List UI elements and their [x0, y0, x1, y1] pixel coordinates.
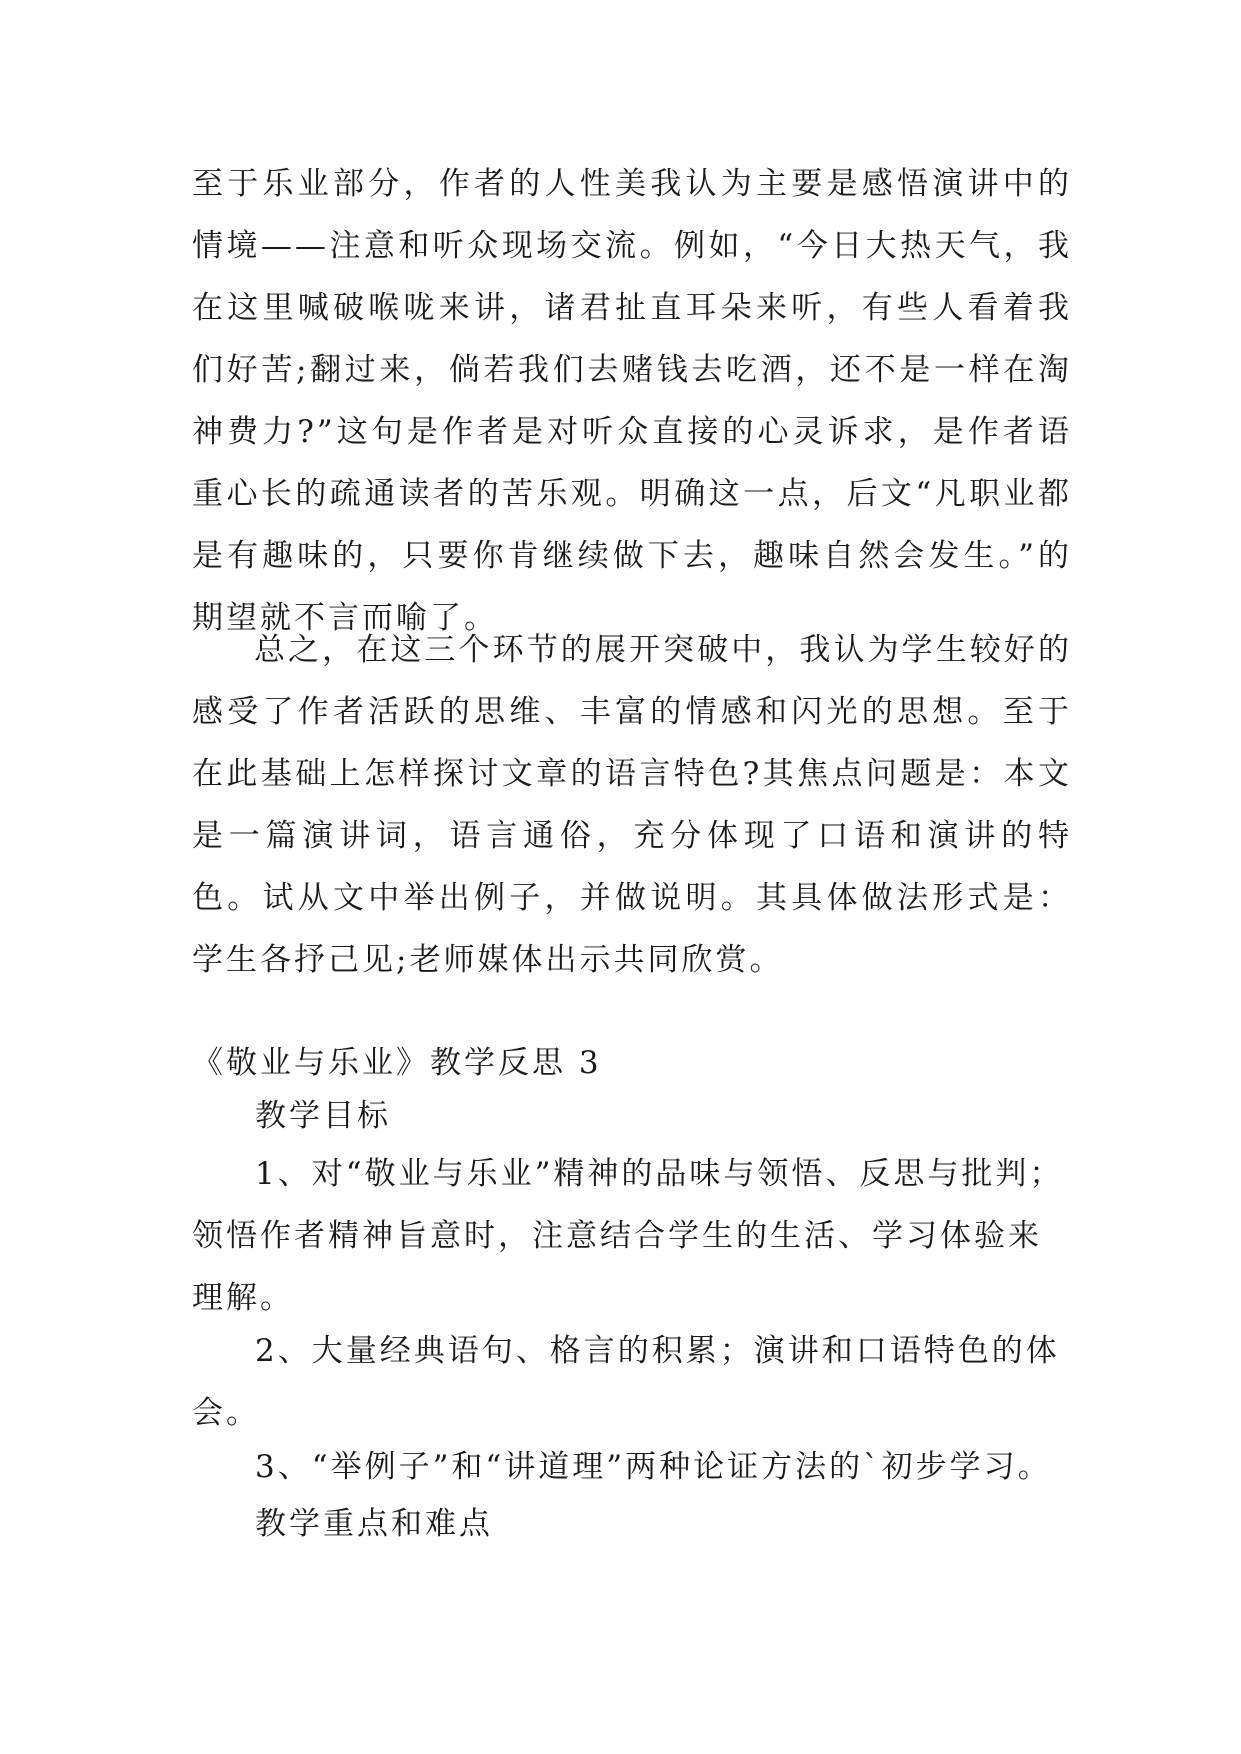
goal-item-2: 2、大量经典语句、格言的积累；演讲和口语特色的体会。 — [192, 1333, 1060, 1431]
goal-item-1: 1、对“敬业与乐业”精神的品味与领悟、反思与批判；领悟作者精神旨意时，注意结合学生的生活、学习体验来理解。 — [192, 1156, 1064, 1316]
body-paragraph-1: 至于乐业部分，作者的人性美我认为主要是感悟演讲中的情境——注意和听众现场交流。例如，“今日大热天气，我在这里喊破喉咙来讲，诸君扯直耳朵来听，有些人看着我们好苦;翻过来，倘若我们去赌钱去吃酒，还不是一样在淘神费力?”这句是作者是对听众直接的心灵诉求，是作者语重心长的疏通读者的苦乐观。明确这一点，后文“凡职业都是有趣味的，只要你肯继续做下去，趣味自然会发生。”的期望就不言而喻了。 — [192, 166, 1072, 636]
section-title: 《敬业与乐业》教学反思 3 — [192, 1045, 602, 1081]
goal-item-3: 3、“举例子”和“讲道理”两种论证方法的`初步学习。 — [255, 1449, 1052, 1485]
body-paragraph-2: 总之，在这三个环节的展开突破中，我认为学生较好的感受了作者活跃的思维、丰富的情感和闪光的思想。至于在此基础上怎样探讨文章的语言特色?其焦点问题是：本文是一篇演讲词，语言通俗，充分体现了口语和演讲的特色。试从文中举出例子，并做说明。其具体做法形式是：学生各抒己见;老师媒体出示共同欣赏。 — [192, 632, 1072, 978]
subheading-key-points: 教学重点和难点 — [255, 1506, 493, 1542]
subheading-teaching-goals: 教学目标 — [255, 1098, 391, 1134]
